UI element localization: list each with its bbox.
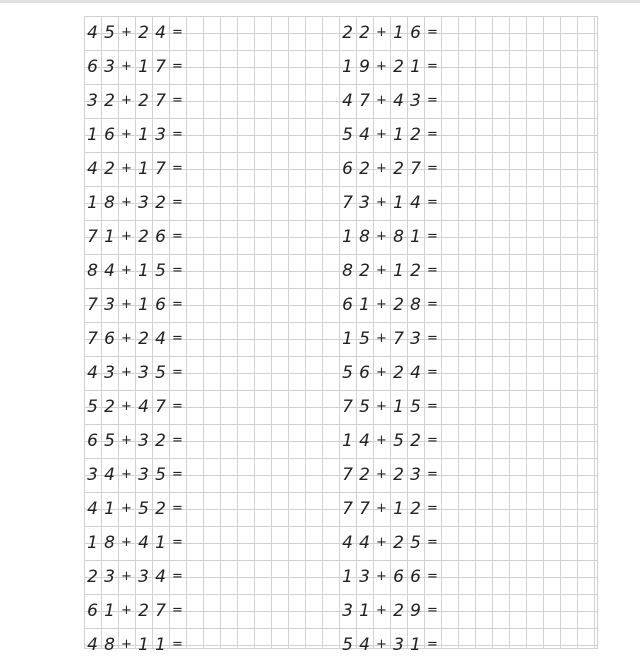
plus-sign: + (121, 433, 132, 448)
tens-digit-1: 2 (342, 23, 353, 43)
plus-sign: + (121, 93, 132, 108)
tens-digit-2: 1 (138, 159, 149, 179)
ones-digit-2: 1 (410, 635, 421, 655)
tens-digit-2: 2 (393, 601, 404, 621)
tens-digit-1: 4 (87, 635, 98, 655)
addition-problem (84, 628, 204, 662)
equals-sign: = (172, 535, 183, 550)
tens-digit-1: 3 (87, 465, 98, 485)
ones-digit-2: 6 (410, 567, 421, 587)
plus-sign: + (121, 59, 132, 74)
tens-digit-1: 5 (342, 635, 353, 655)
tens-digit-2: 1 (393, 261, 404, 281)
plus-sign: + (121, 603, 132, 618)
equals-sign: = (427, 195, 438, 210)
ones-digit-2: 2 (155, 499, 166, 519)
ones-digit-2: 5 (155, 261, 166, 281)
ones-digit-1: 6 (104, 329, 115, 349)
addition-problem (84, 50, 204, 84)
equals-sign: = (172, 59, 183, 74)
ones-digit-2: 9 (410, 601, 421, 621)
addition-problem (339, 492, 459, 526)
ones-digit-1: 1 (359, 601, 370, 621)
ones-digit-2: 4 (155, 329, 166, 349)
tens-digit-2: 1 (393, 397, 404, 417)
tens-digit-1: 1 (87, 533, 98, 553)
plus-sign: + (121, 161, 132, 176)
equals-sign: = (172, 127, 183, 142)
ones-digit-2: 1 (155, 635, 166, 655)
equals-sign: = (427, 535, 438, 550)
addition-problem (84, 288, 204, 322)
ones-digit-1: 1 (359, 295, 370, 315)
ones-digit-1: 4 (104, 261, 115, 281)
ones-digit-1: 5 (104, 431, 115, 451)
tens-digit-2: 5 (393, 431, 404, 451)
plus-sign: + (376, 399, 387, 414)
plus-sign: + (121, 195, 132, 210)
addition-problem (339, 288, 459, 322)
tens-digit-1: 3 (342, 601, 353, 621)
tens-digit-1: 6 (87, 601, 98, 621)
tens-digit-2: 2 (393, 57, 404, 77)
ones-digit-1: 5 (104, 23, 115, 43)
ones-digit-2: 2 (155, 431, 166, 451)
ones-digit-1: 2 (359, 261, 370, 281)
tens-digit-1: 4 (87, 499, 98, 519)
ones-digit-2: 1 (155, 533, 166, 553)
equals-sign: = (172, 637, 183, 652)
equals-sign: = (172, 433, 183, 448)
ones-digit-2: 3 (410, 329, 421, 349)
plus-sign: + (376, 433, 387, 448)
ones-digit-2: 7 (155, 91, 166, 111)
tens-digit-2: 3 (138, 465, 149, 485)
equals-sign: = (427, 501, 438, 516)
tens-digit-2: 1 (393, 125, 404, 145)
tens-digit-1: 1 (342, 431, 353, 451)
plus-sign: + (121, 331, 132, 346)
ones-digit-2: 1 (410, 57, 421, 77)
addition-problem (84, 594, 204, 628)
ones-digit-1: 8 (104, 193, 115, 213)
ones-digit-1: 2 (359, 159, 370, 179)
plus-sign: + (121, 25, 132, 40)
addition-problem (339, 16, 459, 50)
ones-digit-2: 4 (155, 567, 166, 587)
tens-digit-2: 1 (138, 635, 149, 655)
tens-digit-1: 7 (342, 397, 353, 417)
ones-digit-1: 1 (104, 499, 115, 519)
tens-digit-1: 5 (87, 397, 98, 417)
equals-sign: = (172, 297, 183, 312)
plus-sign: + (121, 637, 132, 652)
addition-problem (84, 560, 204, 594)
addition-problem (339, 152, 459, 186)
plus-sign: + (376, 263, 387, 278)
equals-sign: = (172, 331, 183, 346)
equals-sign: = (172, 399, 183, 414)
addition-problem (339, 118, 459, 152)
equals-sign: = (172, 365, 183, 380)
addition-problem (339, 50, 459, 84)
ones-digit-2: 2 (410, 261, 421, 281)
tens-digit-1: 4 (87, 23, 98, 43)
ones-digit-2: 2 (410, 499, 421, 519)
ones-digit-1: 6 (359, 363, 370, 383)
equals-sign: = (427, 433, 438, 448)
tens-digit-2: 2 (393, 159, 404, 179)
tens-digit-2: 2 (393, 363, 404, 383)
ones-digit-2: 5 (410, 397, 421, 417)
ones-digit-2: 7 (155, 397, 166, 417)
tens-digit-2: 3 (138, 431, 149, 451)
ones-digit-1: 1 (104, 601, 115, 621)
ones-digit-2: 7 (155, 159, 166, 179)
tens-digit-2: 7 (393, 329, 404, 349)
ones-digit-2: 6 (410, 23, 421, 43)
equals-sign: = (427, 25, 438, 40)
ones-digit-1: 8 (104, 635, 115, 655)
plus-sign: + (121, 501, 132, 516)
tens-digit-1: 8 (87, 261, 98, 281)
addition-problem (339, 560, 459, 594)
tens-digit-1: 7 (87, 295, 98, 315)
tens-digit-1: 8 (342, 261, 353, 281)
ones-digit-2: 6 (155, 295, 166, 315)
equals-sign: = (427, 467, 438, 482)
addition-problem (339, 424, 459, 458)
ones-digit-2: 2 (155, 193, 166, 213)
tens-digit-1: 4 (87, 159, 98, 179)
tens-digit-1: 5 (342, 125, 353, 145)
tens-digit-2: 2 (138, 227, 149, 247)
equals-sign: = (172, 195, 183, 210)
tens-digit-1: 5 (342, 363, 353, 383)
equals-sign: = (172, 263, 183, 278)
ones-digit-1: 6 (104, 125, 115, 145)
tens-digit-2: 2 (393, 533, 404, 553)
tens-digit-2: 1 (138, 57, 149, 77)
ones-digit-1: 4 (359, 533, 370, 553)
addition-problem (84, 220, 204, 254)
ones-digit-2: 8 (410, 295, 421, 315)
tens-digit-2: 5 (138, 499, 149, 519)
tens-digit-1: 4 (87, 363, 98, 383)
equals-sign: = (427, 569, 438, 584)
ones-digit-1: 8 (359, 227, 370, 247)
tens-digit-1: 1 (342, 227, 353, 247)
addition-problem (339, 526, 459, 560)
plus-sign: + (376, 59, 387, 74)
tens-digit-1: 7 (342, 193, 353, 213)
addition-problem (339, 594, 459, 628)
addition-problem (84, 424, 204, 458)
tens-digit-1: 6 (342, 295, 353, 315)
tens-digit-1: 1 (87, 125, 98, 145)
equals-sign: = (427, 297, 438, 312)
tens-digit-2: 1 (393, 499, 404, 519)
tens-digit-2: 6 (393, 567, 404, 587)
addition-problem (84, 458, 204, 492)
tens-digit-2: 4 (138, 397, 149, 417)
equals-sign: = (172, 501, 183, 516)
tens-digit-2: 1 (138, 125, 149, 145)
tens-digit-2: 3 (138, 567, 149, 587)
tens-digit-1: 4 (342, 91, 353, 111)
tens-digit-2: 8 (393, 227, 404, 247)
equals-sign: = (427, 127, 438, 142)
addition-problem (339, 356, 459, 390)
ones-digit-1: 3 (104, 567, 115, 587)
addition-problem (84, 186, 204, 220)
tens-digit-2: 2 (138, 601, 149, 621)
tens-digit-1: 1 (342, 329, 353, 349)
tens-digit-1: 7 (342, 499, 353, 519)
plus-sign: + (376, 637, 387, 652)
ones-digit-1: 3 (359, 567, 370, 587)
tens-digit-2: 2 (393, 295, 404, 315)
addition-problem (84, 254, 204, 288)
addition-problem (339, 322, 459, 356)
equals-sign: = (172, 25, 183, 40)
ones-digit-2: 5 (155, 465, 166, 485)
ones-digit-1: 7 (359, 91, 370, 111)
tens-digit-2: 3 (138, 363, 149, 383)
ones-digit-1: 4 (359, 431, 370, 451)
equals-sign: = (427, 637, 438, 652)
tens-digit-1: 1 (342, 57, 353, 77)
ones-digit-1: 4 (359, 125, 370, 145)
tens-digit-2: 1 (393, 23, 404, 43)
ones-digit-2: 3 (410, 91, 421, 111)
plus-sign: + (376, 297, 387, 312)
addition-problem (84, 16, 204, 50)
ones-digit-2: 4 (155, 23, 166, 43)
addition-problem (84, 390, 204, 424)
addition-problem (84, 492, 204, 526)
tens-digit-1: 6 (342, 159, 353, 179)
equals-sign: = (172, 467, 183, 482)
equals-sign: = (427, 603, 438, 618)
equals-sign: = (427, 161, 438, 176)
addition-problem (84, 356, 204, 390)
ones-digit-1: 2 (104, 159, 115, 179)
tens-digit-2: 3 (138, 193, 149, 213)
tens-digit-1: 2 (87, 567, 98, 587)
ones-digit-1: 4 (359, 635, 370, 655)
tens-digit-2: 2 (393, 465, 404, 485)
ones-digit-1: 2 (104, 397, 115, 417)
ones-digit-1: 8 (104, 533, 115, 553)
ones-digit-1: 3 (104, 295, 115, 315)
equals-sign: = (172, 93, 183, 108)
ones-digit-2: 3 (155, 125, 166, 145)
ones-digit-1: 2 (104, 91, 115, 111)
plus-sign: + (376, 535, 387, 550)
ones-digit-1: 5 (359, 329, 370, 349)
ones-digit-1: 1 (104, 227, 115, 247)
ones-digit-1: 2 (359, 23, 370, 43)
equals-sign: = (427, 229, 438, 244)
tens-digit-2: 2 (138, 23, 149, 43)
ones-digit-2: 2 (410, 431, 421, 451)
ones-digit-2: 4 (410, 193, 421, 213)
plus-sign: + (376, 25, 387, 40)
plus-sign: + (121, 365, 132, 380)
tens-digit-2: 1 (138, 261, 149, 281)
tens-digit-2: 4 (393, 91, 404, 111)
tens-digit-1: 1 (342, 567, 353, 587)
plus-sign: + (121, 297, 132, 312)
plus-sign: + (376, 229, 387, 244)
tens-digit-1: 4 (342, 533, 353, 553)
ones-digit-2: 4 (410, 363, 421, 383)
plus-sign: + (121, 399, 132, 414)
plus-sign: + (376, 195, 387, 210)
ones-digit-2: 2 (410, 125, 421, 145)
tens-digit-2: 1 (138, 295, 149, 315)
equals-sign: = (172, 161, 183, 176)
equals-sign: = (427, 365, 438, 380)
addition-problem (84, 152, 204, 186)
addition-problem (339, 390, 459, 424)
ones-digit-2: 6 (155, 227, 166, 247)
equals-sign: = (427, 331, 438, 346)
tens-digit-1: 6 (87, 57, 98, 77)
addition-problem (339, 628, 459, 662)
plus-sign: + (376, 569, 387, 584)
tens-digit-2: 2 (138, 91, 149, 111)
ones-digit-1: 3 (104, 363, 115, 383)
tens-digit-2: 4 (138, 533, 149, 553)
plus-sign: + (121, 535, 132, 550)
addition-problem (84, 526, 204, 560)
addition-problem (339, 458, 459, 492)
tens-digit-1: 7 (342, 465, 353, 485)
plus-sign: + (121, 569, 132, 584)
plus-sign: + (376, 331, 387, 346)
addition-problem (339, 186, 459, 220)
addition-problem (84, 322, 204, 356)
plus-sign: + (121, 467, 132, 482)
plus-sign: + (376, 93, 387, 108)
equals-sign: = (427, 263, 438, 278)
addition-problem (339, 254, 459, 288)
ones-digit-1: 3 (104, 57, 115, 77)
tens-digit-2: 2 (138, 329, 149, 349)
addition-problem (84, 84, 204, 118)
ones-digit-1: 4 (104, 465, 115, 485)
plus-sign: + (376, 603, 387, 618)
plus-sign: + (121, 263, 132, 278)
ones-digit-2: 3 (410, 465, 421, 485)
plus-sign: + (376, 467, 387, 482)
tens-digit-2: 1 (393, 193, 404, 213)
plus-sign: + (121, 127, 132, 142)
plus-sign: + (121, 229, 132, 244)
ones-digit-2: 5 (155, 363, 166, 383)
addition-problem (84, 118, 204, 152)
plus-sign: + (376, 127, 387, 142)
ones-digit-2: 5 (410, 533, 421, 553)
equals-sign: = (427, 399, 438, 414)
tens-digit-1: 7 (87, 227, 98, 247)
plus-sign: + (376, 501, 387, 516)
addition-problem (339, 220, 459, 254)
equals-sign: = (427, 93, 438, 108)
ones-digit-1: 3 (359, 193, 370, 213)
tens-digit-1: 3 (87, 91, 98, 111)
equals-sign: = (172, 229, 183, 244)
top-divider (0, 0, 640, 3)
ones-digit-2: 7 (410, 159, 421, 179)
tens-digit-1: 1 (87, 193, 98, 213)
ones-digit-1: 9 (359, 57, 370, 77)
tens-digit-2: 3 (393, 635, 404, 655)
ones-digit-1: 7 (359, 499, 370, 519)
ones-digit-2: 1 (410, 227, 421, 247)
tens-digit-1: 7 (87, 329, 98, 349)
ones-digit-1: 5 (359, 397, 370, 417)
addition-problem (339, 84, 459, 118)
equals-sign: = (427, 59, 438, 74)
tens-digit-1: 6 (87, 431, 98, 451)
plus-sign: + (376, 365, 387, 380)
equals-sign: = (172, 569, 183, 584)
ones-digit-2: 7 (155, 601, 166, 621)
ones-digit-2: 7 (155, 57, 166, 77)
grid-paper-worksheet (84, 16, 598, 655)
ones-digit-1: 2 (359, 465, 370, 485)
plus-sign: + (376, 161, 387, 176)
equals-sign: = (172, 603, 183, 618)
